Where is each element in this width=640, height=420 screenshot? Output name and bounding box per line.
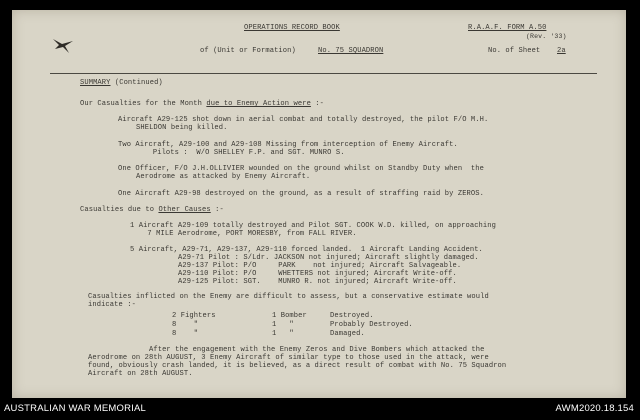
inflicted-bombers-2: 1 " <box>272 321 294 329</box>
form-revision: (Rev. '33) <box>526 33 567 40</box>
unit-value: No. 75 SQUADRON <box>318 47 384 55</box>
inflicted-bombers-1: 1 Bomber <box>272 312 307 320</box>
unit-label: of (Unit or Formation) <box>200 47 296 55</box>
enemy-item-1: Aircraft A29-125 shot down in aerial combat and totally destroyed, the pilot F/O M.H. SHELDON being killed. <box>118 116 489 132</box>
form-title: OPERATIONS RECORD BOOK <box>244 24 340 32</box>
other-item-1: 1 Aircraft A29-109 totally destroyed and Pilot SGT. COOK W.D. killed, on approaching 7 MILE Aerodrome, PORT MORESBY, from FALL RIVER. <box>130 222 496 238</box>
inflicted-result-1: Destroyed. <box>330 312 374 320</box>
inflicted-intro: Casualties inflicted on the Enemy are difficult to assess, but a conservative estimate would indicate :- <box>88 293 489 309</box>
enemy-item-2: Two Aircraft, A29-100 and A29-108 Missing from interception of Enemy Aircraft. Pilots : W/O SHELLEY F.P. and SGT. MUNRO S. <box>118 141 458 157</box>
other-item-2-rows: A29-71 Pilot : S/Ldr. JACKSON not injured; Aircraft slightly damaged. A29-137 Pilot: P/O PARK not injured; Aircraft Salvageable. A29-110 Pilot: P/O WHETTERS not injured; Aircraft Write-off. A29-125 Pilot: SGT. MUNRO R. not injured; Aircraft Write-off. <box>178 254 479 286</box>
inflicted-fighters-1: 2 Fighters <box>172 312 216 320</box>
enemy-item-4: One Aircraft A29-98 destroyed on the ground, as a result of straffing raid by ZEROS. <box>118 190 484 198</box>
inflicted-result-2: Probably Destroyed. <box>330 321 413 329</box>
inflicted-result-3: Damaged. <box>330 330 365 338</box>
inflicted-bombers-3: 1 " <box>272 330 294 338</box>
header-rule <box>50 73 597 74</box>
inflicted-fighters-3: 8 " <box>172 330 199 338</box>
enemy-item-3: One Officer, F/O J.H.OLLIVIER wounded on the ground whilst on Standby Duty when the Aerodrome as attacked by Enemy Aircraft. <box>118 165 484 181</box>
other-causes-intro: Casualties due to Other Causes :- <box>80 206 224 214</box>
punched-hole-mark <box>47 35 79 57</box>
summary-heading: SUMMARY (Continued) <box>80 79 163 87</box>
sheet-value: 2a <box>557 47 566 55</box>
enemy-action-intro: Our Casualties for the Month due to Enemy Action were :- <box>80 100 325 108</box>
inflicted-fighters-2: 8 " <box>172 321 199 329</box>
other-item-2-heading: 5 Aircraft, A29-71, A29-137, A29-110 forced landed. 1 Aircraft Landing Accident. <box>130 246 483 254</box>
raaf-form-number: R.A.A.F. FORM A.50 <box>468 24 547 32</box>
archive-accession-number: AWM2020.18.154 <box>555 403 634 414</box>
closing-paragraph: After the engagement with the Enemy Zeros and Dive Bombers which attacked the Aerodrome on 28th AUGUST, 3 Enemy Aircraft of similar type to those used in the attack, were found, obviously crash landed, it is believed, as a direct result of combat with No. 75 Squadron Aircraft on 28th AUGUST. <box>88 346 507 378</box>
archive-credit: AUSTRALIAN WAR MEMORIAL <box>4 403 147 414</box>
document-page <box>12 10 626 398</box>
sheet-label: No. of Sheet <box>488 47 541 55</box>
